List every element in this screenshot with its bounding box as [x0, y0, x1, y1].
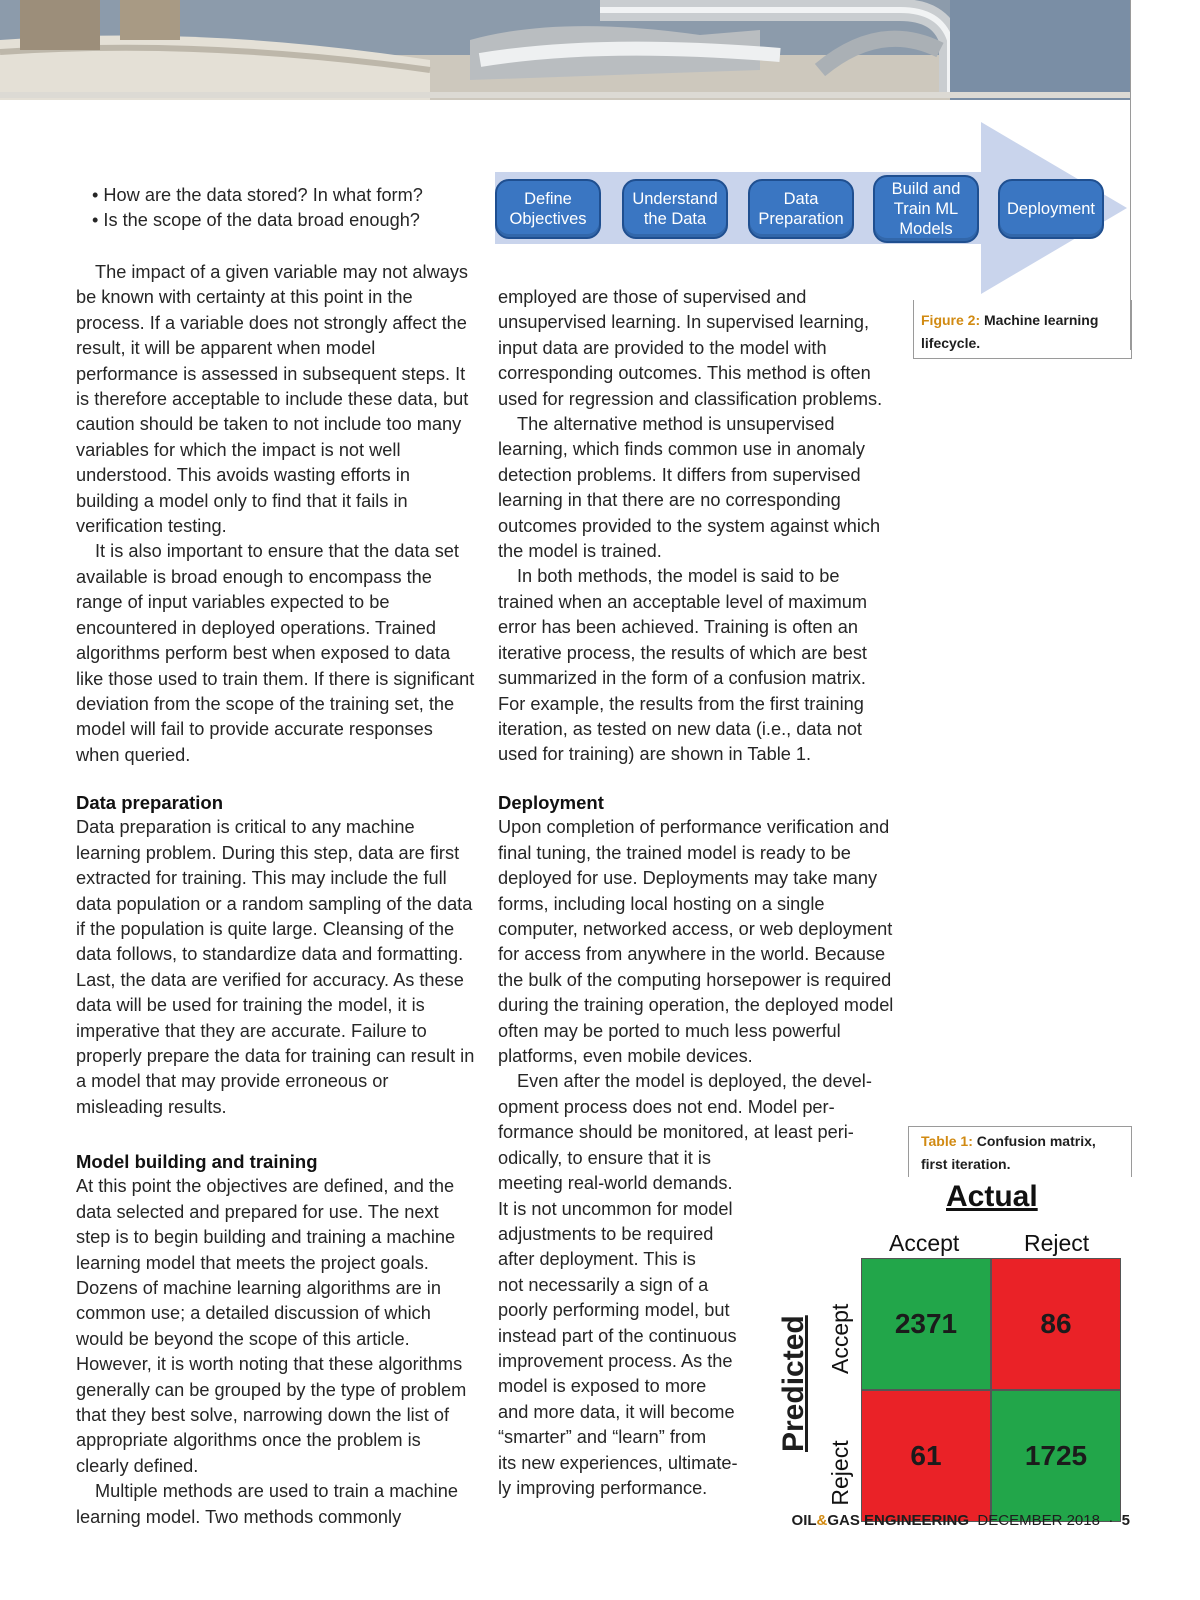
column-divider-rule: [1130, 0, 1131, 350]
publication-name: [792, 1512, 970, 1529]
matrix-cell-true-reject: 1725: [991, 1390, 1121, 1522]
paragraph-line: instead part of the continuous: [498, 1325, 737, 1346]
paragraph-line: model is exposed to more: [498, 1376, 707, 1397]
paragraph-line: not necessarily a sign of a: [498, 1274, 709, 1295]
section-heading: Deployment: [498, 792, 604, 813]
brand-part: OIL: [791, 1512, 817, 1529]
paragraph-line: ly improving performance.: [498, 1477, 708, 1498]
lifecycle-step-build-train: Build and Train ML Models: [873, 175, 979, 243]
matrix-cell-false-accept: 86: [991, 1258, 1121, 1390]
paragraph-line: It is not uncommon for model: [498, 1198, 733, 1219]
lifecycle-step-deployment: Deployment: [998, 179, 1104, 239]
paragraph: The impact of a given variable may not always be known with certainty at this point in the process. If a variable does not strongly affect the result, it will be apparent when model performance is assessed in subsequent steps. It is therefore acceptable to include these data, but caution should be taken to not include too many variables for which the impact is not well understood. This avoids wasting efforts in building a model only to find that it fails in verification testing.: [76, 262, 469, 537]
table-1-caption: [921, 1130, 1121, 1176]
matrix-cell-false-reject: 61: [861, 1390, 991, 1522]
brand-ampersand: &: [816, 1512, 828, 1529]
paragraph-line: “smarter” and “learn” from: [498, 1427, 707, 1448]
header-photo-banner: [0, 0, 1130, 100]
paragraph-line: its new experiences, ultimate-: [498, 1452, 738, 1473]
paragraph: Multiple methods are used to train a machine learning model. Two methods commonly: [76, 1481, 458, 1527]
paragraph-line: after deployment. This is: [498, 1249, 696, 1270]
lifecycle-step-data-preparation: Data Preparation: [748, 179, 854, 239]
column-a-body: [76, 260, 476, 768]
bullet-item: • Is the scope of the data broad enough?: [92, 210, 420, 231]
paragraph: At this point the objectives are defined, and the data selected and prepared for use. The next step is to begin building and training a machine learning model that meets the project goals. Dozens of machine learning algorithms are in common use; a detailed discussion of which would be beyond the scope of this article. However, it is worth noting that these algorithms generally can be grouped by the type of problem that they best solve, narrowing down the list of appropriate algorithms once the problem is clearly defined.: [76, 1176, 467, 1476]
pipes-illustration: [0, 0, 1130, 100]
paragraph: It is also important to ensure that the data set available is broad enough to encompass the range of input variables expected to be encountered in deployed operations. Trained algorithms perform best when exposed to data like those used to train them. If there is significant deviation from the scope of the training set, the model will fail to provide accurate responses when queried.: [76, 541, 475, 765]
table-caption-text: Confusion matrix, first iteration.: [921, 1133, 1096, 1172]
lifecycle-step-define-objectives: Define Objectives: [495, 179, 601, 239]
page-footer: [760, 1512, 1130, 1529]
paragraph-line: opment process does not end. Model per-: [498, 1096, 835, 1117]
bullet-list: [92, 183, 482, 234]
paragraph-line: odically, to ensure that it is: [498, 1147, 711, 1168]
section-heading: Data preparation: [76, 792, 224, 813]
paragraph: Data preparation is critical to any machine learning problem. During this step, data are first extracted for training. This may include the full data population or a random sampling of the data if the population is quite large. Cleansing of the data follows, to standardize data and formatting. Last, the data are verified for accuracy. As these data will be used for training the model, it is imperative that they are accurate. Failure to properly prepare the data for training can result in a model that may provide erroneous or misleading results.: [76, 817, 475, 1117]
section-heading: Model building and training: [76, 1151, 318, 1172]
model-building-section: [76, 1149, 476, 1530]
matrix-col-label-reject: Reject: [1024, 1230, 1090, 1256]
matrix-col-label-accept: Accept: [889, 1230, 960, 1256]
page-number: 5: [1121, 1512, 1130, 1529]
column-b-body: [498, 285, 898, 768]
matrix-cell-true-accept: 2371: [861, 1258, 991, 1390]
figure-caption-text: Machine learning lifecycle.: [921, 312, 1099, 351]
paragraph: The alternative method is unsupervised learning, which finds common use in anomaly detection problems. It differs from supervised learning in that there are no corresponding outcomes provided to the system against which the model is trained.: [498, 414, 881, 562]
bullet-item: • How are the data stored? In what form?: [92, 185, 423, 205]
table-label: Table 1:: [921, 1133, 973, 1149]
lifecycle-diagram: [495, 122, 1127, 294]
figure-label: Figure 2:: [921, 312, 981, 328]
data-preparation-section: [76, 790, 476, 1120]
footer-separator: ·: [1108, 1512, 1114, 1529]
paragraph-line: meeting real-world demands.: [498, 1173, 733, 1194]
paragraph-wrapped-lines: [498, 1069, 898, 1501]
matrix-row-label-accept: Accept: [827, 1303, 853, 1374]
paragraph-line: improvement process. As the: [498, 1350, 733, 1371]
paragraph-line: poorly performing model, but: [498, 1300, 730, 1321]
matrix-row-label-reject: Reject: [827, 1440, 853, 1506]
figure-2-caption: [921, 309, 1121, 355]
paragraph-line: Even after the model is deployed, the devel-: [517, 1071, 872, 1092]
issue-date: DECEMBER 2018: [977, 1512, 1100, 1529]
paragraph-line: adjustments to be required: [498, 1223, 714, 1244]
paragraph: employed are those of supervised and unsupervised learning. In supervised learning, input data are provided to the model with corresponding outcomes. This method is often used for regression and classification problems.: [498, 287, 883, 409]
paragraph-line: formance should be monitored, at least peri-: [498, 1122, 854, 1143]
paragraph: In both methods, the model is said to be trained when an acceptable level of maximum error has been achieved. Training is often an iterative process, the results of which are best summarized in the form of a confusion matrix. For example, the results from the first training iteration, as tested on new data (i.e., data not used for training) are shown in Table 1.: [498, 566, 867, 765]
paragraph: Upon completion of performance verification and final tuning, the trained model is ready to be deployed for use. Deployments may take many forms, including local hosting on a single computer, networked access, or web deployment for access from anywhere in the world. Because the bulk of the computing horsepower is required during the training operation, the deployed model often may be ported to much less powerful platforms, even mobile devices.: [498, 817, 894, 1067]
brand-part: GAS ENGINEERING: [827, 1512, 970, 1529]
lifecycle-step-understand-data: Understand the Data: [622, 179, 728, 239]
deployment-section: [498, 790, 898, 1501]
paragraph-line: and more data, it will become: [498, 1401, 735, 1422]
matrix-actual-title: Actual: [946, 1180, 1038, 1213]
matrix-predicted-title: Predicted: [777, 1315, 810, 1452]
